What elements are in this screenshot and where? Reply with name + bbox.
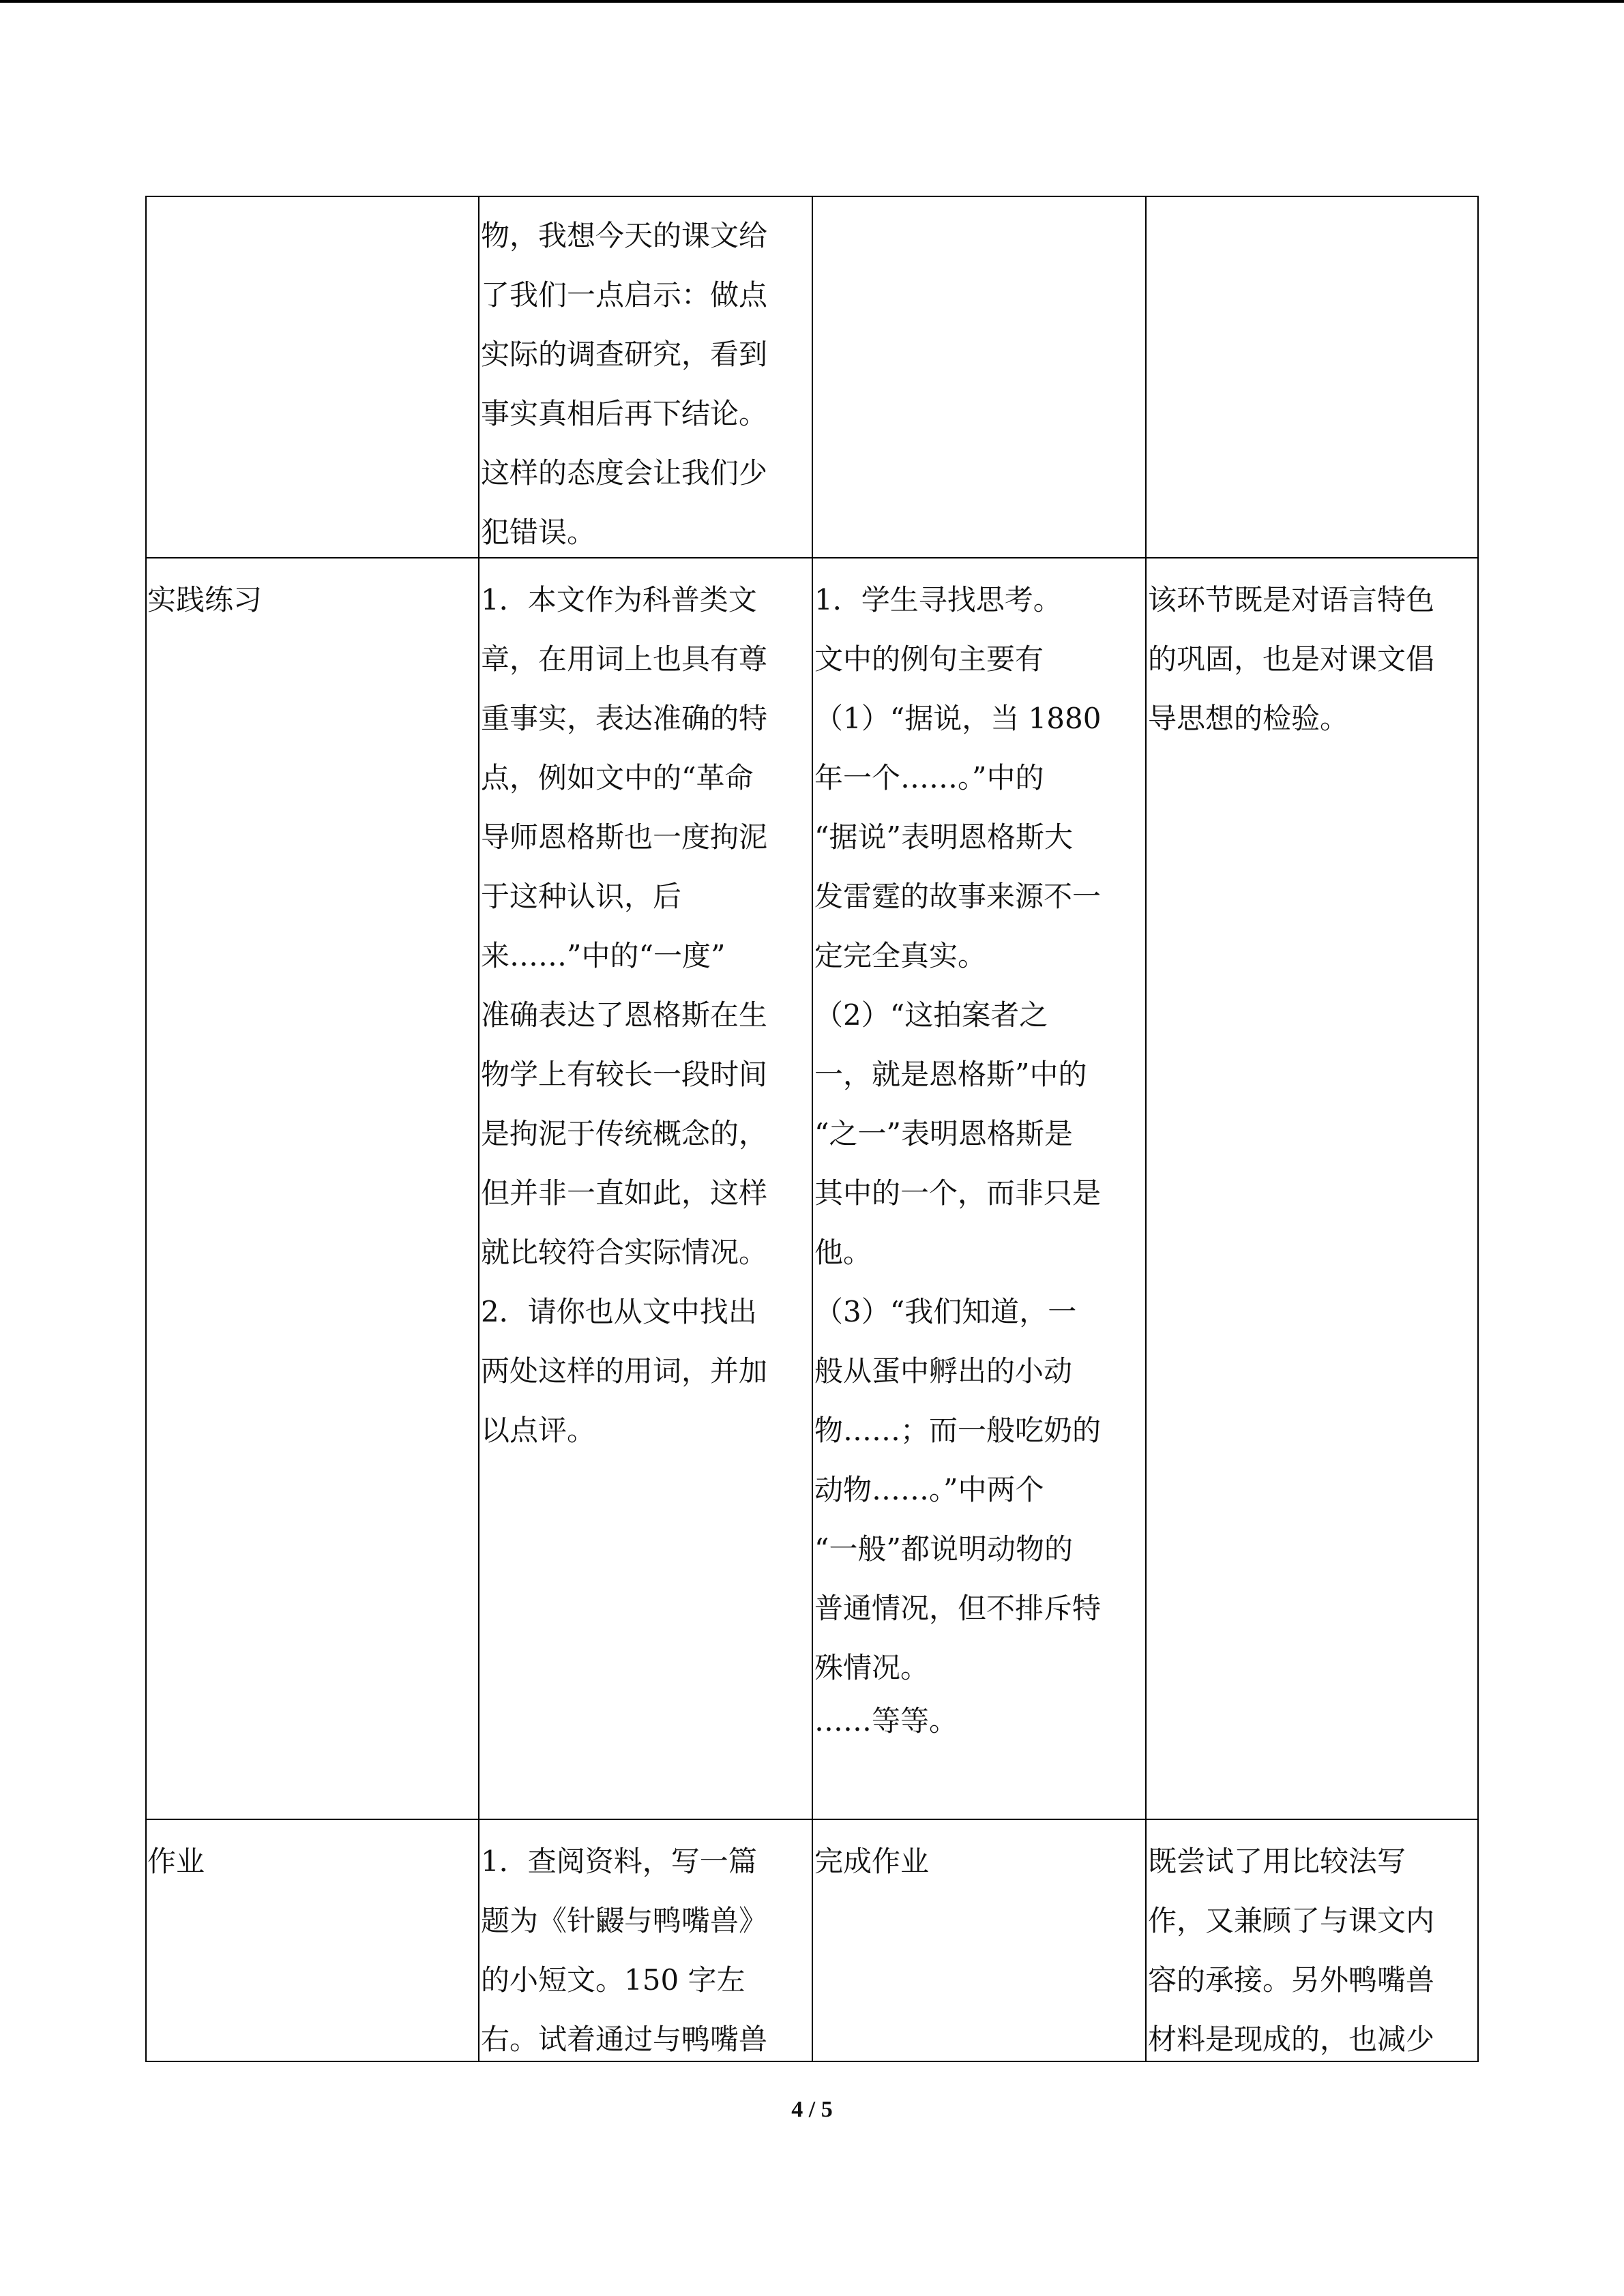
text-line: 殊情况。 bbox=[814, 1651, 930, 1684]
page-top-border bbox=[0, 0, 1624, 3]
text-line: 就比较符合实际情况。 bbox=[481, 1236, 768, 1269]
text-line: 材料是现成的，也减少 bbox=[1148, 2023, 1435, 2056]
row2-stage: 实践练习 bbox=[147, 583, 263, 616]
row-divider bbox=[145, 1819, 1479, 1820]
text-line: 题为《针鼹与鸭嘴兽》 bbox=[481, 1904, 768, 1937]
row3-student-cell bbox=[814, 1832, 1142, 1891]
text-line: 犯错误。 bbox=[481, 516, 596, 549]
row3-stage-cell bbox=[147, 1832, 475, 1891]
row2-stage-cell bbox=[147, 570, 475, 629]
text-line: 既尝试了用比较法写 bbox=[1148, 1845, 1406, 1878]
column-divider bbox=[478, 196, 479, 2062]
text-line: 章，在用词上也具有尊 bbox=[481, 642, 768, 676]
text-line: 物……；而一般吃奶的 bbox=[814, 1414, 1102, 1447]
text-line: 于这种认识，后 bbox=[481, 880, 682, 913]
text-line: 准确表达了恩格斯在生 bbox=[481, 998, 768, 1032]
row2-intent-cell bbox=[1148, 570, 1475, 748]
text-line: 的巩固，也是对课文倡 bbox=[1148, 642, 1435, 676]
page-number: 4 / 5 bbox=[791, 2097, 833, 2122]
text-line: 导师恩格斯也一度拘泥 bbox=[481, 820, 768, 854]
text-line: 来……”中的“一度” bbox=[481, 939, 726, 972]
text-line: 实际的调查研究，看到 bbox=[481, 338, 768, 371]
text-line: 他。 bbox=[814, 1236, 872, 1269]
row3-intent-cell bbox=[1148, 1832, 1475, 2069]
text-line: 其中的一个，而非只是 bbox=[814, 1176, 1102, 1210]
text-line: 文中的例句主要有 bbox=[814, 642, 1044, 676]
text-line: 以点评。 bbox=[481, 1414, 596, 1447]
text-line: 作，又兼顾了与课文内 bbox=[1148, 1904, 1435, 1937]
text-line: 动物……。”中两个 bbox=[814, 1473, 1044, 1506]
row2-student-cell bbox=[814, 570, 1142, 1745]
column-divider bbox=[812, 196, 813, 2062]
text-line: 点，例如文中的“革命 bbox=[481, 761, 754, 794]
text-line: 物，我想今天的课文给 bbox=[481, 219, 768, 252]
text-line: 物学上有较长一段时间 bbox=[481, 1058, 768, 1091]
text-line: “之一”表明恩格斯是 bbox=[814, 1117, 1073, 1150]
text-line: 两处这样的用词，并加 bbox=[481, 1354, 768, 1388]
row3-stage: 作业 bbox=[147, 1845, 205, 1878]
text-line: 发雷霆的故事来源不一 bbox=[814, 880, 1102, 913]
text-line: 1．本文作为科普类文 bbox=[481, 583, 757, 616]
text-line: 导思想的检验。 bbox=[1148, 702, 1349, 735]
text-line: 重事实，表达准确的特 bbox=[481, 702, 768, 735]
text-line: 般从蛋中孵出的小动 bbox=[814, 1354, 1073, 1388]
text-line: ……等等。 bbox=[814, 1704, 958, 1738]
text-line: 年一个……。”中的 bbox=[814, 761, 1044, 794]
column-divider bbox=[1145, 196, 1147, 2062]
text-line: （1）“据说，当 1880 bbox=[814, 702, 1102, 735]
text-line: 了我们一点启示：做点 bbox=[481, 278, 768, 312]
row-divider bbox=[145, 557, 1479, 558]
text-line: （2）“这拍案者之 bbox=[814, 998, 1048, 1032]
text-line: 普通情况，但不排斥特 bbox=[814, 1592, 1102, 1625]
text-line: “据说”表明恩格斯大 bbox=[814, 820, 1073, 854]
text-line: 容的承接。另外鸭嘴兽 bbox=[1148, 1963, 1435, 1997]
text-line: 2．请你也从文中找出 bbox=[481, 1295, 757, 1328]
text-line: 事实真相后再下结论。 bbox=[481, 397, 768, 430]
text-line: 一，就是恩格斯”中的 bbox=[814, 1058, 1087, 1091]
text-line: 定完全真实。 bbox=[814, 939, 987, 972]
text-line: 的小短文。150 字左 bbox=[481, 1963, 745, 1997]
text-line: 右。试着通过与鸭嘴兽 bbox=[481, 2023, 768, 2056]
text-line: 该环节既是对语言特色 bbox=[1148, 583, 1435, 616]
text-line: （3）“我们知道，一 bbox=[814, 1295, 1077, 1328]
row3-teacher-cell bbox=[481, 1832, 808, 2069]
row2-teacher-cell bbox=[481, 570, 808, 1460]
text-line: 但并非一直如此，这样 bbox=[481, 1176, 768, 1210]
text-line: 是拘泥于传统概念的， bbox=[481, 1117, 768, 1150]
text-line: 1．学生寻找思考。 bbox=[814, 583, 1062, 616]
text-line: “一般”都说明动物的 bbox=[814, 1532, 1073, 1566]
text-line: 完成作业 bbox=[814, 1845, 930, 1878]
text-line: 1．查阅资料，写一篇 bbox=[481, 1845, 757, 1878]
row1-teacher-cell bbox=[481, 206, 808, 562]
text-line: 这样的态度会让我们少 bbox=[481, 456, 768, 490]
